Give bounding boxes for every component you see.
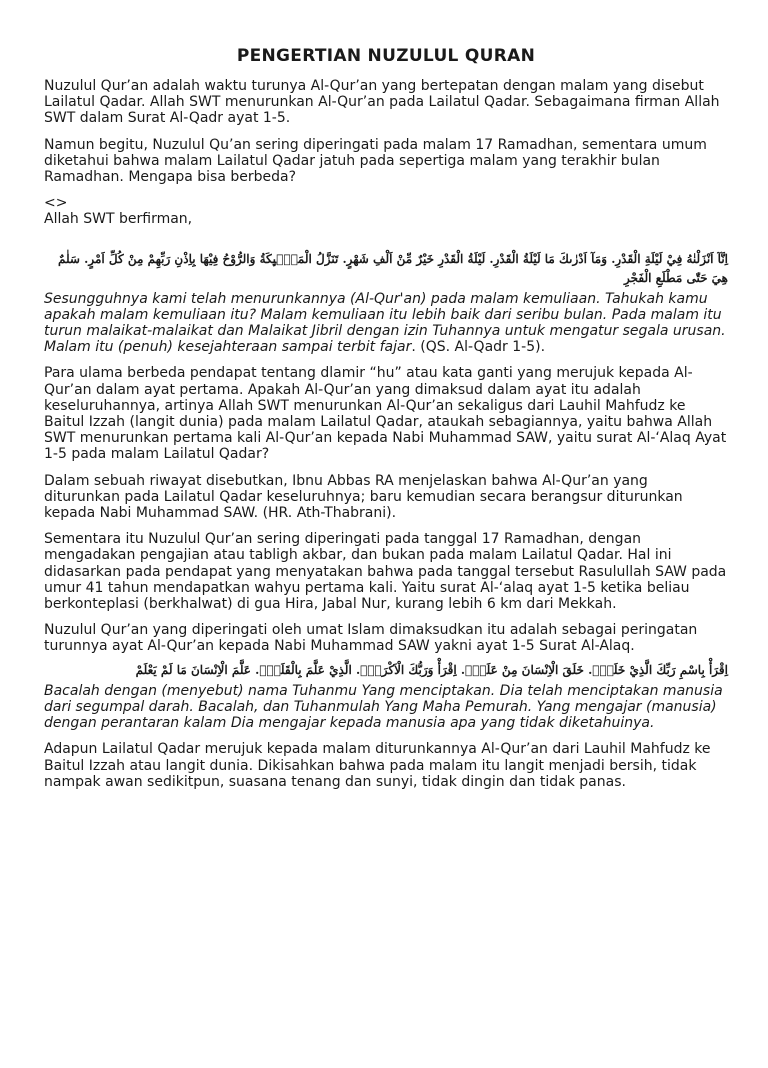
- arabic-verse-al-alaq: اِقْرَأْ بِاسْمِ رَبِّكَ الَّذِيْ خَلَقَۚ. خَلَقَ الْاِنْسَانَ مِنْ عَلَقٍۚ. اِقْرَأْ وَرَبُّكَ الْاَكْرَمُۙ. الَّذِيْ عَلَّمَ بِالْقَلَمِۙ. عَلَّمَ الْاِنْسَانَ مَا لَمْ يَعْلَمْ: [135, 662, 728, 677]
- paragraph-peringatan: Nuzulul Qur’an yang diperingati oleh umat Islam dimaksudkan itu adalah sebagai peringatan turunnya ayat Al-Qur’an kepada Nabi Muhammad SAW yakni ayat 1-5 Surat Al-Alaq.: [44, 622, 698, 655]
- translation-al-alaq: Bacalah dengan (menyebut) nama Tuhanmu Yang menciptakan. Dia telah menciptakan manusia dari segumpal darah. Bacalah, dan Tuhanmulah Yang Maha Pemurah. Yang mengajar (manusia) dengan perantaran kalam Dia mengajar kepada manusia apa yang tidak diketahuinya.: [44, 682, 723, 732]
- paragraph-17-ramadhan: Sementara itu Nuzulul Qur’an sering diperingati pada tanggal 17 Ramadhan, dengan mengadakan pengajian atau tabligh akbar, dan bukan pada malam Lailatul Qadar. Hal ini didasarkan pada pendapat yang menyatakan bahwa pada tanggal tersebut Rasulullah SAW pada umur 41 tahun mendapatkan wahyu pertama kali. Yaitu surat Al-‘alaq ayat 1-5 ketika beliau berkonteplasi (berkhalwat) di gua Hira, Jabal Nur, kurang lebih 6 km dari Mekkah.: [44, 531, 727, 613]
- document-page: [0, 44, 768, 1068]
- paragraph-riwayat: Dalam sebuah riwayat disebutkan, Ibnu Abbas RA menjelaskan bahwa Al-Qur’an yang diturunkan pada Lailatul Qadar keseluruhnya; baru kemudian secara berangsur diturunkan kepada Nabi Muhammad SAW. (HR. Ath-Thabrani).: [44, 472, 683, 522]
- page-title: PENGERTIAN NUZULUL QURAN: [236, 46, 536, 66]
- paragraph-ramadhan: Namun begitu, Nuzulul Qu’an sering diperingati pada malam 17 Ramadhan, sementara umum diketahui bahwa malam Lailatul Qadar jatuh pada sepertiga malam yang terakhir bulan Ramadhan. Mengapa bisa berbeda?: [44, 136, 707, 186]
- paragraph-lailatul-qadar: Adapun Lailatul Qadar merujuk kepada malam diturunkannya Al-Qur’an dari Lauhil Mahfudz ke Baitul Izzah atau langit dunia. Dikisahkan bahwa pada malam itu langit menjadi bersih, tidak nampak awan sedikitpun, suasana tenang dan sunyi, tidak dingin dan tidak panas.: [44, 741, 711, 790]
- translation-al-qadr-text: Sesungguhnya kami telah menurunkannya (Al-Qur'an) pada malam kemuliaan. Tahukah kamu apakah malam kemuliaan itu? Malam kemuliaan itu lebih baik dari seribu bulan. Pada malam itu turun malaikat-malaikat dan Malaikat Jibril dengan izin Tuhannya untuk mengatur segala urusan. Malam itu (penuh) kesejahteraan sampai terbit fajar: [44, 290, 726, 356]
- marker-text: <>: [44, 195, 68, 212]
- translation-al-qadr: [44, 291, 728, 356]
- arabic-verse-al-qadr: اِنَّآ اَنْزَلْنٰهُ فِيْ لَيْلَةِ الْقَدْرِ. وَمَآ اَدْرٰىكَ مَا لَيْلَةُ الْقَدْرِ. لَيْلَةُ الْقَدْرِ خَيْرٌ مِّنْ اَلْفِ شَهْرٍ. تَنَزَّلُ الْمَلٰۤىِٕكَةُ وَالرُّوْحُ فِيْهَا بِاِذْنِ رَبِّهِمْ مِنْ كُلِّ اَمْرٍ. سَلٰمٌ هِيَ حَتّٰى مَطْلَعِ الْفَجْرِ: [57, 251, 728, 285]
- paragraph-firman: Allah SWT berfirman,: [44, 211, 193, 228]
- translation-al-qadr-reference: . (QS. Al-Qadr 1-5).: [411, 339, 546, 356]
- paragraph-dlamir: Para ulama berbeda pendapat tentang dlamir “hu” atau kata ganti yang merujuk kepada Al-Qur’an dalam ayat pertama. Apakah Al-Qur’an yang dimaksud dalam ayat itu adalah keseluruhannya, artinya Allah SWT menurunkan Al-Qur’an sekaligus dari Lauhil Mahfudz ke Baitul Izzah (langit dunia) pada malam Lailatul Qadar, ataukah sebagiannya, yaitu bahwa Allah SWT menurunkan pertama kali Al-Qur’an kepada Nabi Muhammad SAW, yaitu surat Al-‘Alaq Ayat 1-5 pada malam Lailatul Qadar?: [44, 365, 727, 463]
- paragraph-intro: Nuzulul Qur’an adalah waktu turunya Al-Qur’an yang bertepatan dengan malam yang disebut Lailatul Qadar. Allah SWT menurunkan Al-Qur’an pada Lailatul Qadar. Sebagaimana firman Allah SWT dalam Surat Al-Qadr ayat 1-5.: [44, 78, 720, 127]
